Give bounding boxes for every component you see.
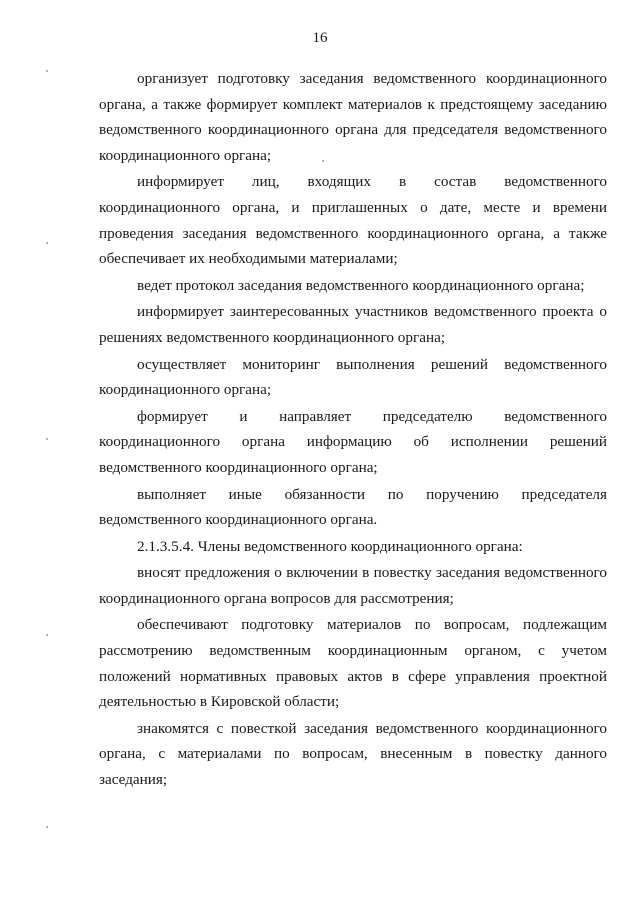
scan-speck (322, 160, 324, 162)
paragraph: знакомятся с повесткой заседания ведомственного координационного органа, с материалами по вопросам, внесенным в повестку данного заседания; (99, 719, 607, 789)
scan-speck (46, 634, 48, 636)
paragraph: информирует лиц, входящих в состав ведомственного координационного органа, и приглашенных о дате, месте и времени проведения заседания ведомственного координационного органа, а также обеспечивает их необходимыми материалами; (99, 173, 607, 268)
paragraph: информирует заинтересованных участников ведомственного проекта о решениях ведомственного координационного органа; (99, 303, 607, 346)
page-number: 16 (312, 30, 328, 46)
document-body (99, 66, 607, 793)
paragraph: выполняет иные обязанности по поручению председателя ведомственного координационного органа. (99, 485, 607, 529)
paragraph: обеспечивают подготовку материалов по вопросам, подлежащим рассмотрению ведомственным координационным органом, с учетом положений нормативных правовых актов в сфере управления проектной деятельностью в Кировской области; (99, 616, 607, 711)
paragraph: организует подготовку заседания ведомственного координационного органа, а также формирует комплект материалов к предстоящему заседанию ведомственного координационного органа для председателя ведомственного координационного органа; (99, 70, 607, 164)
paragraph: вносят предложения о включении в повестку заседания ведомственного координационного органа вопросов для рассмотрения; (99, 564, 607, 607)
paragraph: формирует и направляет председателю ведомственного координационного органа информацию об исполнении решений ведомственного координационного органа; (99, 407, 607, 476)
paragraph: ведет протокол заседания ведомственного координационного органа; (137, 276, 585, 294)
scan-speck (46, 70, 48, 72)
scan-speck (46, 242, 48, 244)
section-heading: 2.1.3.5.4. Члены ведомственного координационного органа: (137, 537, 523, 555)
paragraph: осуществляет мониторинг выполнения решений ведомственного координационного органа; (99, 355, 607, 399)
scan-speck (46, 438, 48, 440)
scan-speck (46, 826, 48, 828)
